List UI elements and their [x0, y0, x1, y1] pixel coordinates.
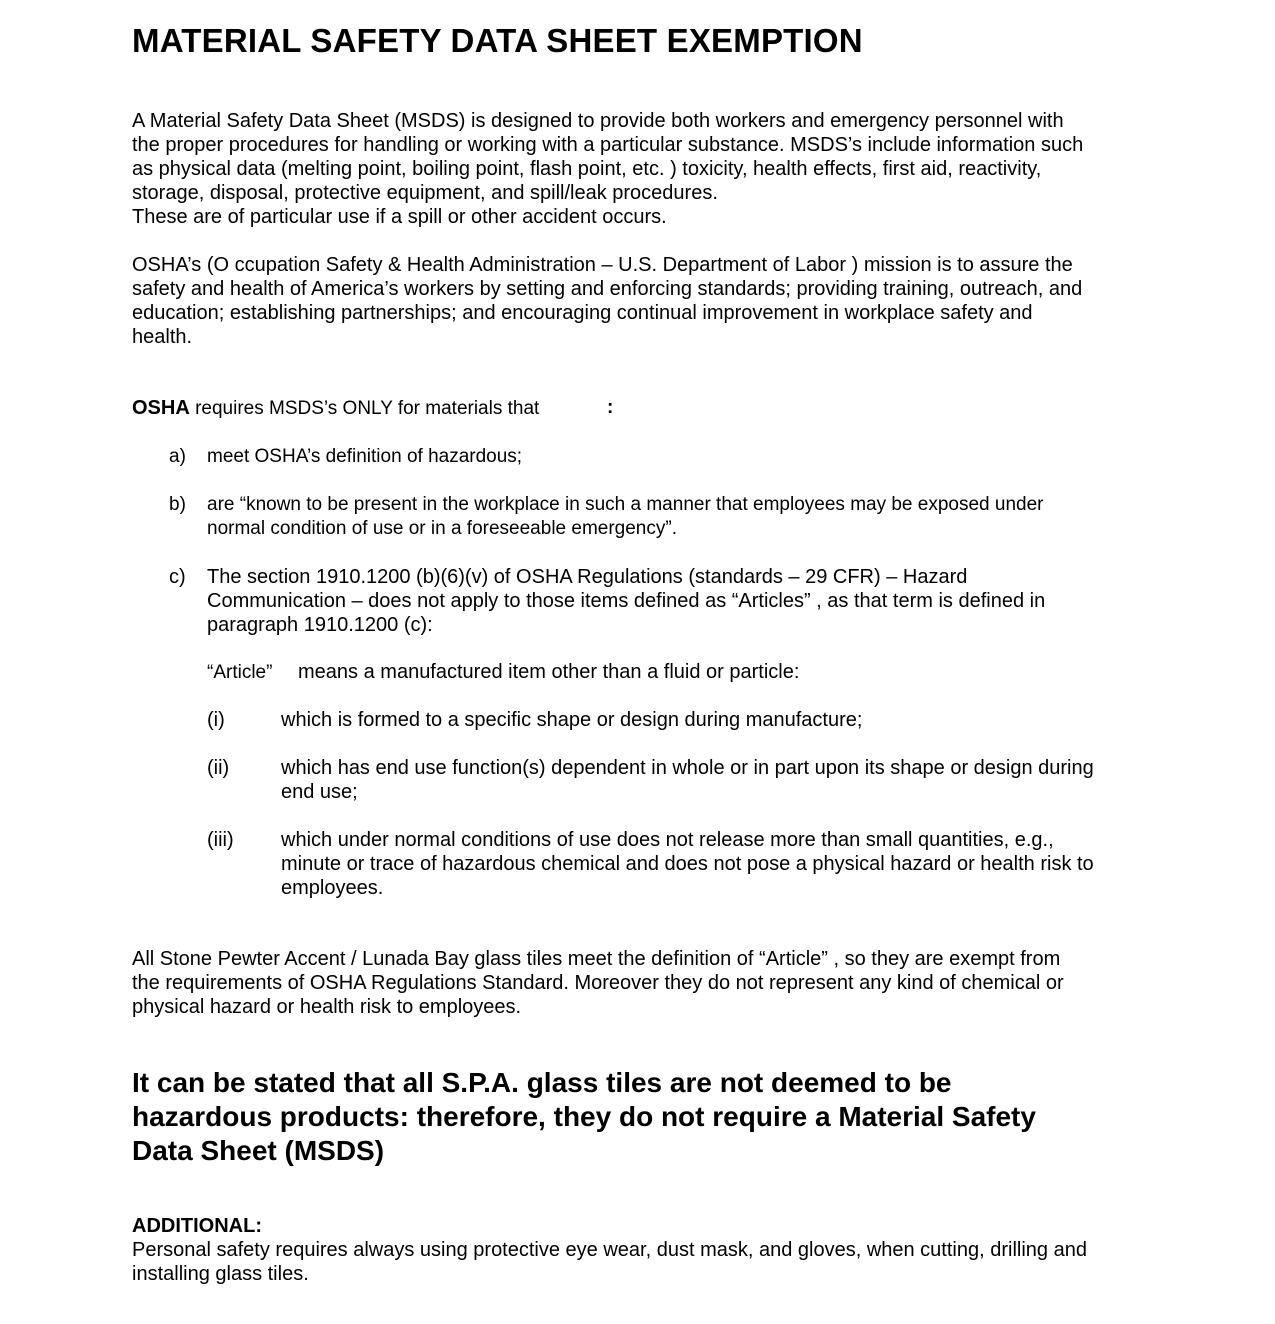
condition-line: meet OSHA’s definition of hazardous; — [207, 446, 523, 467]
requirement-text: requires MSDS’s ONLY for materials that — [195, 398, 540, 419]
criterion-line: minute or trace of hazardous chemical and does not pose a physical hazard or health risk to — [281, 853, 1094, 875]
criterion-text — [281, 828, 1094, 900]
intro-line: A Material Safety Data Sheet (MSDS) is designed to provide both workers and emergency personnel with — [132, 110, 1064, 132]
intro-line: as physical data (melting point, boiling point, flash point, etc. ) toxicity, health effects, first aid, reactivity, — [132, 158, 1042, 180]
conclusion-statement — [132, 1066, 1036, 1168]
article-term: “Article” — [207, 662, 273, 683]
condition-text — [207, 493, 1043, 541]
condition-line: The section 1910.1200 (b)(6)(v) of OSHA Regulations (standards – 29 CFR) – Hazard — [207, 566, 968, 588]
additional-line: Personal safety requires always using protective eye wear, dust mask, and gloves, when cutting, drilling and — [132, 1239, 1087, 1261]
additional-paragraph — [132, 1238, 1132, 1286]
condition-text — [207, 445, 522, 469]
criterion-marker: (ii) — [207, 757, 230, 779]
criterion-line: which is formed to a specific shape or design during manufacture; — [281, 709, 863, 731]
criterion-marker: (iii) — [207, 829, 234, 851]
intro-line: the proper procedures for handling or working with a particular substance. MSDS’s include information such — [132, 134, 1084, 156]
criterion-line: employees. — [281, 877, 384, 899]
criterion-line: end use; — [281, 781, 358, 803]
condition-line: are “known to be present in the workplace in such a manner that employees may be exposed under — [207, 494, 1044, 515]
condition-marker: c) — [169, 566, 186, 588]
condition-line: paragraph 1910.1200 (c): — [207, 614, 433, 636]
osha-mission-line: safety and health of America’s workers by setting and enforcing standards; providing training, outreach, and — [132, 278, 1083, 300]
statement-line: hazardous products: therefore, they do not require a Material Safety — [132, 1101, 1036, 1132]
article-definition — [207, 660, 799, 685]
osha-mission-line: OSHA’s (O ccupation Safety & Health Administration – U.S. Department of Labor ) mission is to assure the — [132, 254, 1073, 276]
condition-text — [207, 565, 1045, 637]
condition-marker: a) — [169, 446, 186, 467]
additional-heading: ADDITIONAL: — [132, 1215, 262, 1237]
criterion-line: which has end use function(s) dependent in whole or in part upon its shape or design during — [281, 757, 1094, 779]
criterion-text — [281, 708, 862, 732]
osha-mission-paragraph — [132, 253, 1132, 349]
condition-marker: b) — [169, 494, 186, 515]
condition-line: Communication – does not apply to those items defined as “Articles” , as that term is defined in — [207, 590, 1046, 612]
condition-line: normal condition of use or in a foreseeable emergency”. — [207, 518, 677, 539]
exemption-paragraph — [132, 947, 1132, 1019]
osha-mission-line: education; establishing partnerships; and encouraging continual improvement in workplace safety and — [132, 302, 1033, 324]
osha-mission-line: health. — [132, 326, 193, 348]
additional-line: installing glass tiles. — [132, 1263, 309, 1285]
osha-requirement — [132, 396, 614, 421]
criterion-line: which under normal conditions of use does not release more than small quantities, e.g., — [281, 829, 1054, 851]
statement-line: It can be stated that all S.P.A. glass tiles are not deemed to be — [132, 1067, 952, 1098]
criterion-text — [281, 756, 1094, 804]
statement-line: Data Sheet (MSDS) — [132, 1135, 385, 1166]
intro-paragraph — [132, 109, 1132, 229]
requirement-colon: : — [607, 397, 614, 418]
exemption-line: the requirements of OSHA Regulations Standard. Moreover they do not represent any kind of chemical or — [132, 972, 1064, 994]
exemption-line: physical hazard or health risk to employees. — [132, 996, 522, 1018]
intro-line: These are of particular use if a spill or other accident occurs. — [132, 206, 667, 228]
criterion-marker: (i) — [207, 709, 225, 731]
exemption-line: All Stone Pewter Accent / Lunada Bay glass tiles meet the definition of “Article” , so they are exempt from — [132, 948, 1061, 970]
document-title: MATERIAL SAFETY DATA SHEET EXEMPTION — [132, 22, 863, 59]
article-definition-text: means a manufactured item other than a fluid or particle: — [298, 661, 800, 683]
intro-line: storage, disposal, protective equipment, and spill/leak procedures. — [132, 182, 718, 204]
osha-label: OSHA — [132, 397, 190, 419]
